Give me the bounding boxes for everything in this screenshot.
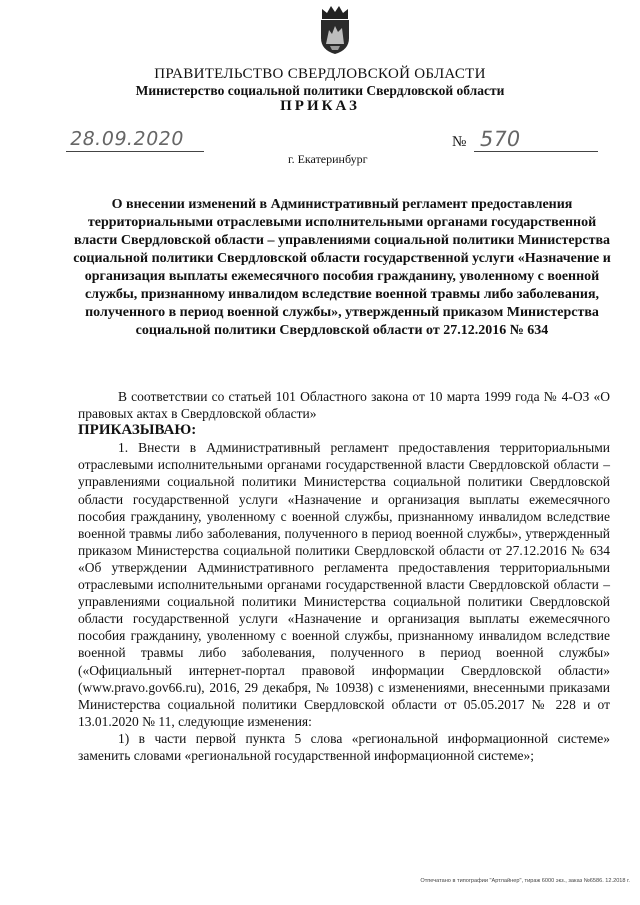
number-underline — [474, 151, 598, 152]
command-word: ПРИКАЗЫВАЮ: — [78, 422, 197, 439]
document-body — [78, 388, 610, 764]
item-1-1: 1) в части первой пункта 5 слова «региональной информационной системе» заменить словами «региональной государственной информационной системе»; — [78, 730, 610, 763]
item-1: 1. Внести в Административный регламент предоставления территориальными отраслевыми исполнительными органами государственной власти Свердловской области – управлениями социальной политики Министерства социальной политики Свердловской области государственной услуги «Назначение и организация выплаты ежемесячного пособия гражданину, уволенному с военной службы, признанному инвалидом вследствие военной травмы либо заболевания, полученного в период военной службы», утвержденный приказом Министерства социальной политики Свердловской области от 27.12.2016 № 634 «Об утверждении Административного регламента предоставления территориальными отраслевыми исполнительными органами государственной власти Свердловской области – управлениями социальной политики Министерства социальной политики Свердловской области государственной услуги «Назначение и организация выплаты ежемесячного пособия гражданину, уволенному с военной службы, признанному инвалидом вследствие военной травмы либо заболевания, полученного в период военной службы» («Официальный интернет-портал правовой информации Свердловской области» (www.pravo.gov66.ru), 2016, 29 декабря, № 10938) с изменениями, внесенными приказами Министерства социальной политики Свердловской области от 05.05.2017 № 228 и от 13.01.2020 № 11, следующие изменения: — [78, 440, 610, 729]
order-date: 28.09.2020 — [68, 128, 186, 150]
date-underline — [66, 151, 204, 152]
order-heading: ПРИКАЗ — [280, 98, 360, 114]
government-name: ПРАВИТЕЛЬСТВО СВЕРДЛОВСКОЙ ОБЛАСТИ — [154, 66, 486, 82]
ministry-name: Министерство социальной политики Свердловской области — [135, 83, 505, 98]
document-title: О внесении изменений в Административный регламент предоставления территориальными отраслевыми исполнительными органами государственной власти Свердловской области – управлениями социальной политики Министерства социальной политики Свердловской области государственной услуги «Назначение и организация выплаты ежемесячного пособия гражданину, уволенному с военной службы, признанному инвалидом вследствие военной травмы либо заболевания, полученного в период военной службы», утвержденный приказом Министерства социальной политики Свердловской области от 27.12.2016 № 634 — [73, 197, 611, 338]
order-number: 570 — [477, 127, 523, 151]
city: г. Екатеринбург — [288, 152, 368, 166]
print-footer: Отпечатано в типографии "Артлайнер", тираж 6000 экз., заказ №6586. 12.2018 г. — [420, 878, 630, 884]
number-label: № — [452, 134, 467, 150]
coat-of-arms-icon — [316, 4, 354, 56]
preamble: В соответствии со статьей 101 Областного закона от 10 марта 1999 года № 4-ОЗ «О правовых актах в Свердловской области» — [78, 389, 610, 422]
